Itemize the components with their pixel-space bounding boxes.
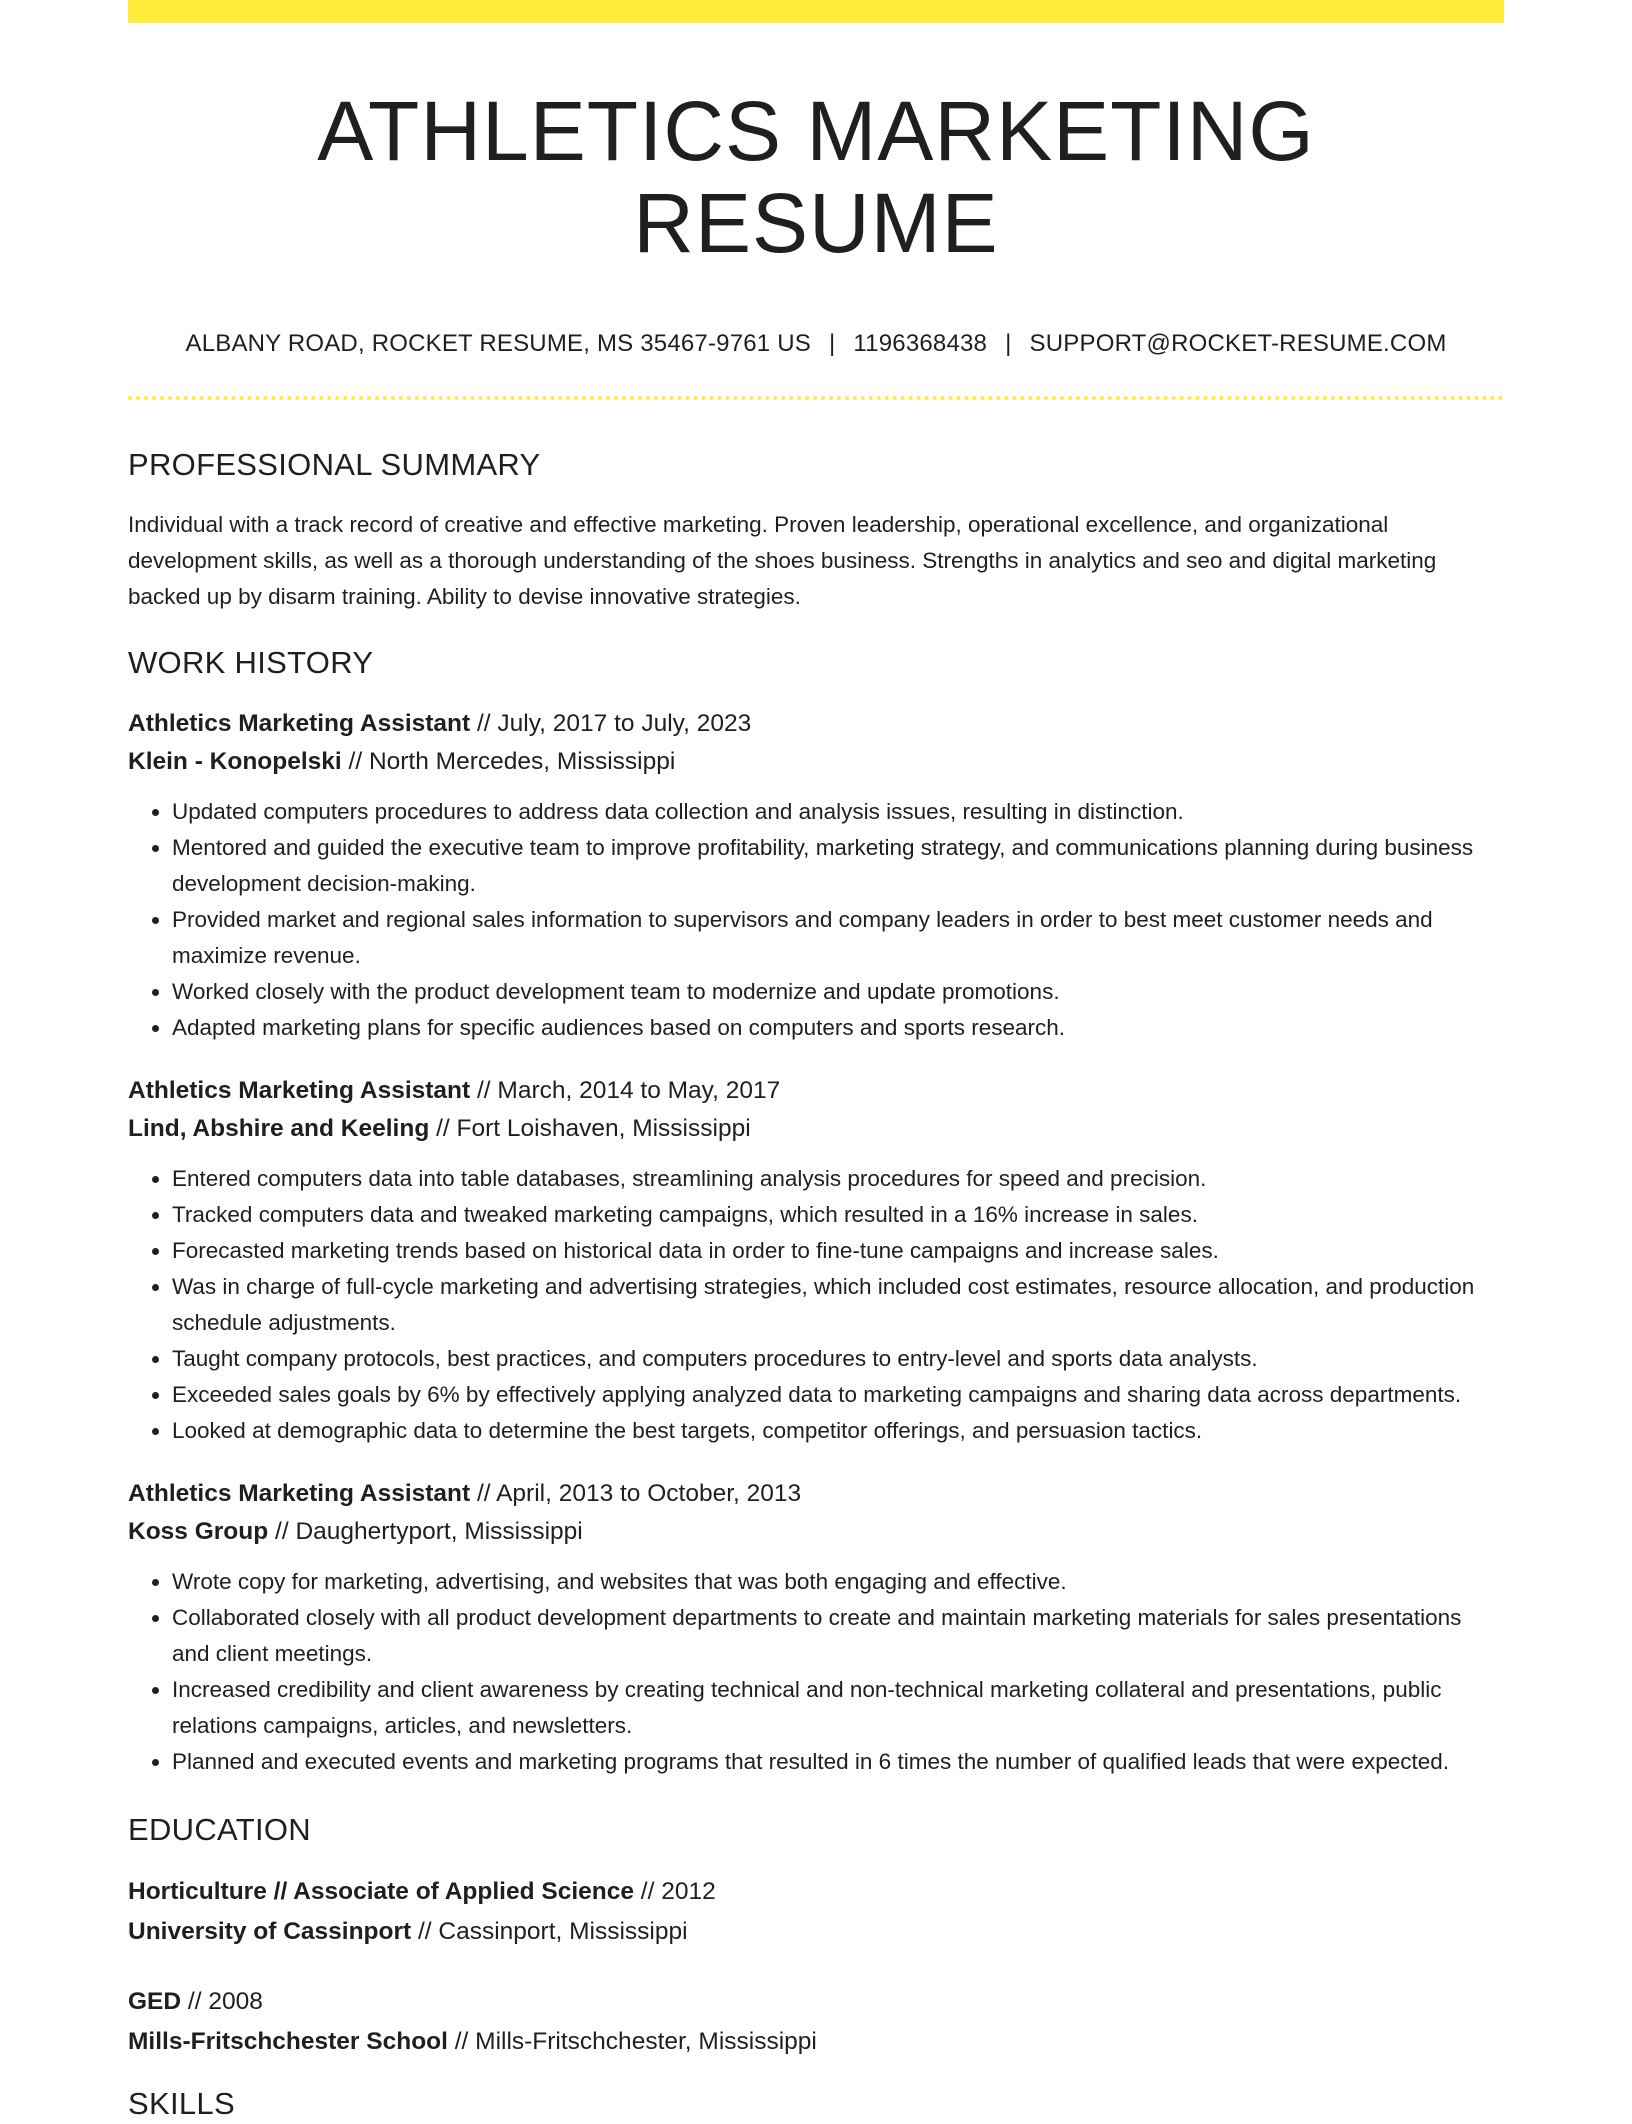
job-bullet: • Exceeded sales goals by 6% by effectively applying analyzed data to marketing campaigns and sharing data across departments. bbox=[172, 1377, 1504, 1413]
job-bullet: • Looked at demographic data to determine the best targets, competitor offerings, and persuasion tactics. bbox=[172, 1413, 1504, 1449]
job-title: Athletics Marketing Assistant bbox=[128, 1480, 471, 1507]
contact-line bbox=[128, 329, 1504, 359]
job-title-line bbox=[128, 1072, 1504, 1110]
contact-address: ALBANY ROAD, ROCKET RESUME, MS 35467-9761 US bbox=[185, 330, 811, 357]
job-bullet: • Planned and executed events and marketing programs that resulted in 6 times the number of qualified leads that were expected. bbox=[172, 1744, 1504, 1780]
job-entry bbox=[128, 1475, 1504, 1780]
job-title: Athletics Marketing Assistant bbox=[128, 710, 471, 737]
resume-page bbox=[128, 0, 1504, 2124]
job-company-line bbox=[128, 1110, 1504, 1148]
accent-bar bbox=[128, 0, 1504, 23]
job-location: // North Mercedes, Mississippi bbox=[341, 748, 676, 775]
job-entry bbox=[128, 1072, 1504, 1449]
contact-separator: | bbox=[828, 330, 836, 357]
education-school-line bbox=[128, 1912, 1504, 1952]
education-degree: Horticulture // Associate of Applied Science bbox=[128, 1878, 634, 1905]
job-bullet: • Provided market and regional sales information to supervisors and company leaders in order to best meet customer needs and maximize revenue. bbox=[172, 902, 1504, 974]
job-company-line bbox=[128, 1513, 1504, 1551]
job-entry bbox=[128, 705, 1504, 1046]
job-dates: // July, 2017 to July, 2023 bbox=[470, 710, 752, 737]
education-location: // Cassinport, Mississippi bbox=[411, 1918, 688, 1945]
job-location: // Daughertyport, Mississippi bbox=[268, 1518, 583, 1545]
summary-text: Individual with a track record of creative and effective marketing. Proven leadership, operational excellence, and organizational development skills, as well as a thorough understanding of the shoes business. Strengths in analytics and seo and digital marketing backed up by disarm training. Ability to devise innovative strategies. bbox=[128, 512, 1437, 609]
job-bullet: • Taught company protocols, best practices, and computers procedures to entry-level and sports data analysts. bbox=[172, 1341, 1504, 1377]
education-year: // 2012 bbox=[634, 1878, 716, 1905]
contact-phone: 1196368438 bbox=[853, 330, 988, 357]
job-bullet: • Forecasted marketing trends based on historical data in order to fine-tune campaigns and increase sales. bbox=[172, 1233, 1504, 1269]
job-bullet: • Updated computers procedures to address data collection and analysis issues, resulting in distinction. bbox=[172, 794, 1504, 830]
job-bullet: • Wrote copy for marketing, advertising, and websites that was both engaging and effective. bbox=[172, 1564, 1504, 1600]
education-entry bbox=[128, 1872, 1504, 1952]
skills-heading: SKILLS bbox=[128, 2086, 235, 2121]
job-company: Koss Group bbox=[128, 1518, 269, 1545]
job-bullet: • Collaborated closely with all product development departments to create and maintain marketing materials for sales presentations and client meetings. bbox=[172, 1600, 1504, 1672]
job-bullet: • Increased credibility and client awareness by creating technical and non-technical marketing collateral and presentations, public relations campaigns, articles, and newsletters. bbox=[172, 1672, 1504, 1744]
contact-separator: | bbox=[1005, 330, 1012, 357]
dotted-divider bbox=[128, 396, 1504, 400]
education-school: Mills-Fritschchester School bbox=[128, 2028, 448, 2055]
education-degree: GED bbox=[128, 1988, 182, 2015]
summary-heading: PROFESSIONAL SUMMARY bbox=[128, 447, 541, 482]
job-dates: // March, 2014 to May, 2017 bbox=[470, 1077, 781, 1104]
job-bullet: • Entered computers data into table databases, streamlining analysis procedures for speed and precision. bbox=[172, 1161, 1504, 1197]
job-bullet: • Was in charge of full-cycle marketing and advertising strategies, which included cost estimates, resource allocation, and production schedule adjustments. bbox=[172, 1269, 1504, 1341]
job-location: // Fort Loishaven, Mississippi bbox=[429, 1115, 751, 1142]
job-bullet: • Adapted marketing plans for specific audiences based on computers and sports research. bbox=[172, 1010, 1504, 1046]
education-degree-line bbox=[128, 1982, 1504, 2022]
education-location: // Mills-Fritschchester, Mississippi bbox=[447, 2028, 817, 2055]
education-heading: EDUCATION bbox=[128, 1812, 311, 1847]
education-school: University of Cassinport bbox=[128, 1918, 412, 1945]
contact-email: SUPPORT@ROCKET-RESUME.COM bbox=[1029, 330, 1447, 357]
job-title-line bbox=[128, 705, 1504, 743]
job-dates: // April, 2013 to October, 2013 bbox=[470, 1480, 802, 1507]
work-history-heading: WORK HISTORY bbox=[128, 645, 374, 680]
job-title-line bbox=[128, 1475, 1504, 1513]
education-degree-line bbox=[128, 1872, 1504, 1912]
job-bullet: • Tracked computers data and tweaked marketing campaigns, which resulted in a 16% increase in sales. bbox=[172, 1197, 1504, 1233]
job-bullets bbox=[128, 1564, 1504, 1780]
job-bullets bbox=[128, 1161, 1504, 1449]
education-entry bbox=[128, 1982, 1504, 2062]
education-school-line bbox=[128, 2022, 1504, 2062]
job-bullet: • Worked closely with the product development team to modernize and update promotions. bbox=[172, 974, 1504, 1010]
job-company: Lind, Abshire and Keeling bbox=[128, 1115, 430, 1142]
resume-title: ATHLETICS MARKETING RESUME bbox=[317, 84, 1315, 270]
job-bullet: • Mentored and guided the executive team to improve profitability, marketing strategy, and communications planning during business development decision-making. bbox=[172, 830, 1504, 902]
job-bullets bbox=[128, 794, 1504, 1046]
job-company: Klein - Konopelski bbox=[128, 748, 342, 775]
job-title: Athletics Marketing Assistant bbox=[128, 1077, 471, 1104]
job-company-line bbox=[128, 743, 1504, 781]
education-year: // 2008 bbox=[181, 1988, 263, 2015]
